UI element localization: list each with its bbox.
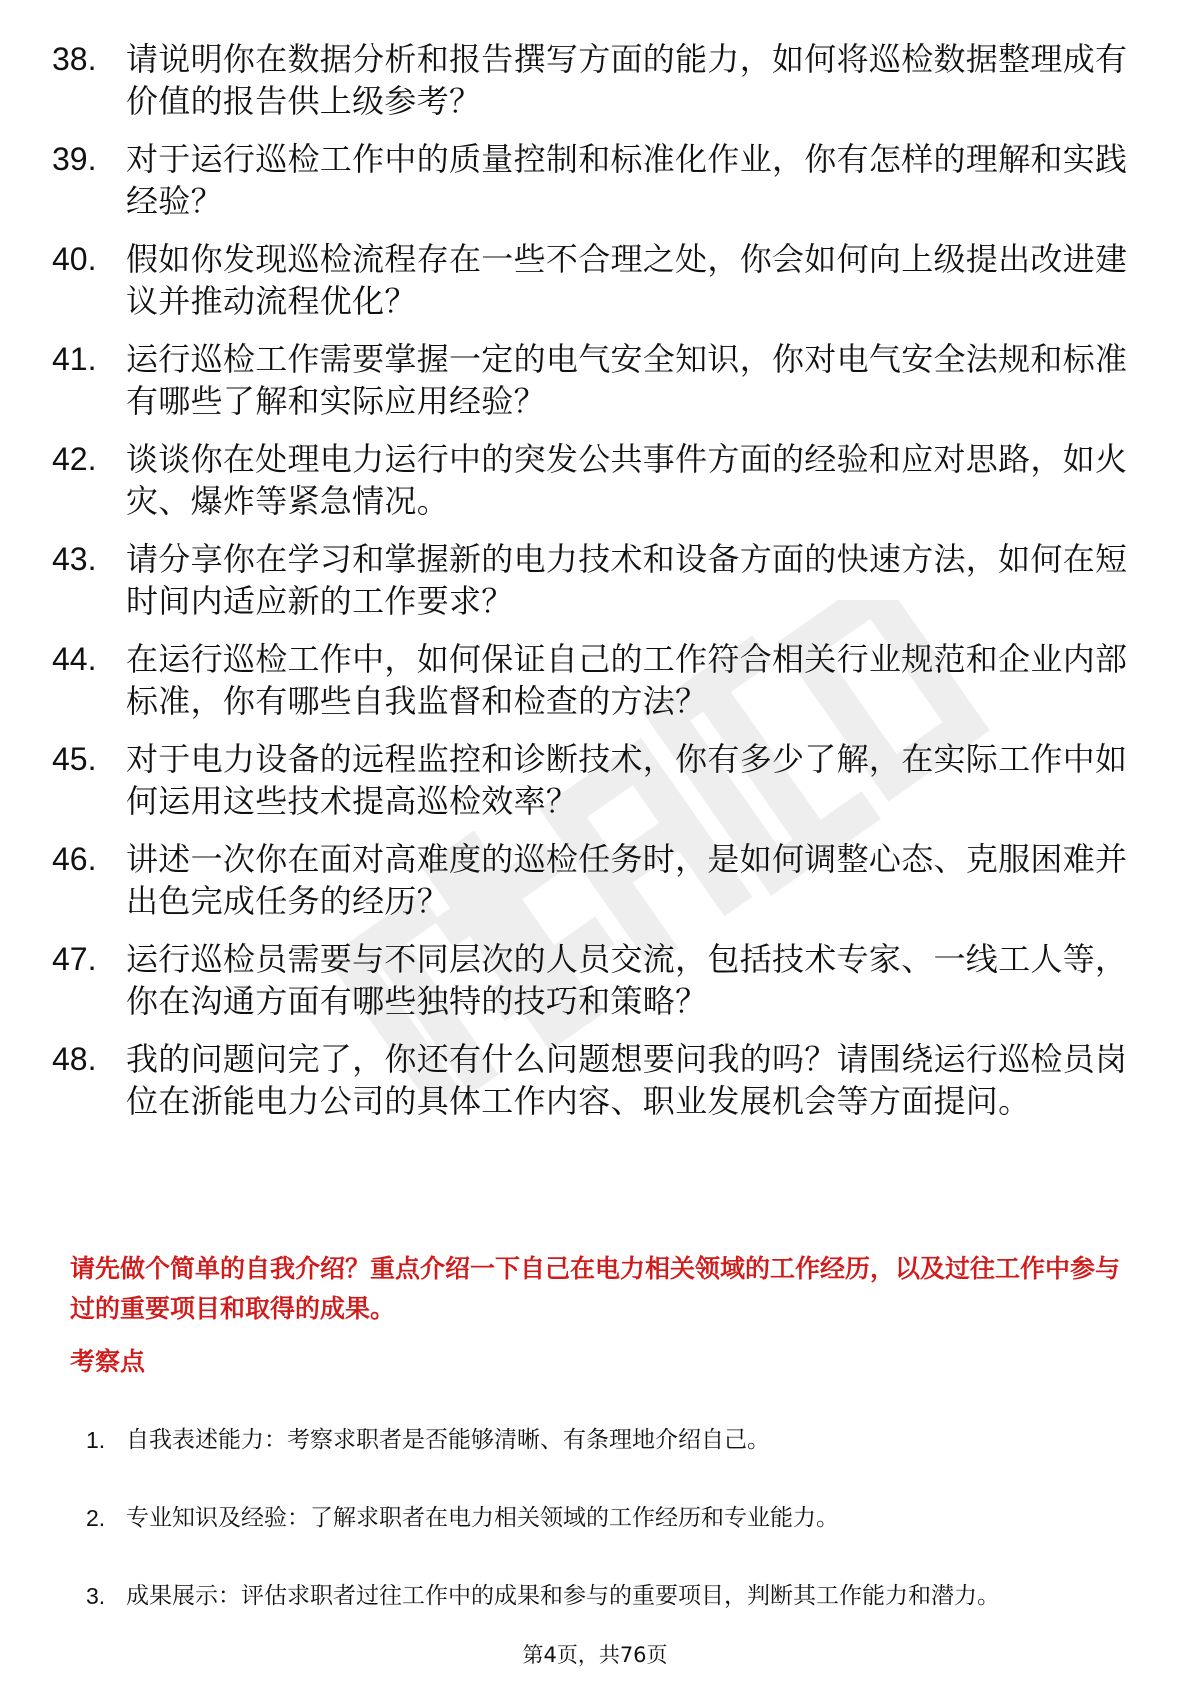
question-number: 48. <box>52 1041 97 1077</box>
question-number: 38. <box>52 41 97 77</box>
question-text: 对于电力设备的远程监控和诊断技术，你有多少了解，在实际工作中如何运用这些技术提高巡检效率？ <box>126 740 1128 820</box>
list-item <box>86 1578 1136 1628</box>
question-text: 运行巡检员需要与不同层次的人员交流，包括技术专家、一线工人等，你在沟通方面有哪些独特的技巧和策略？ <box>126 940 1128 1020</box>
question-text: 假如你发现巡检流程存在一些不合理之处，你会如何向上级提出改进建议并推动流程优化？ <box>126 240 1128 320</box>
list-item <box>52 438 1132 522</box>
list-item <box>52 938 1132 1022</box>
question-text: 讲述一次你在面对高难度的巡检任务时，是如何调整心态、克服困难并出色完成任务的经历？ <box>126 840 1128 920</box>
question-number: 43. <box>52 541 97 577</box>
point-text: 专业知识及经验：了解求职者在电力相关领域的工作经历和专业能力。 <box>126 1505 839 1531</box>
question-number: 45. <box>52 741 97 777</box>
list-item <box>52 838 1132 922</box>
list-item <box>86 1500 1136 1550</box>
question-text: 我的问题问完了，你还有什么问题想要问我的吗？请围绕运行巡检员岗位在浙能电力公司的具体工作内容、职业发展机会等方面提问。 <box>126 1040 1128 1120</box>
assessment-points-list <box>86 1422 1136 1656</box>
point-number: 3. <box>86 1583 106 1609</box>
point-text: 自我表述能力：考察求职者是否能够清晰、有条理地介绍自己。 <box>126 1427 770 1453</box>
list-item <box>52 238 1132 322</box>
question-number: 47. <box>52 941 97 977</box>
question-text: 在运行巡检工作中，如何保证自己的工作符合相关行业规范和企业内部标准，你有哪些自我监督和检查的方法？ <box>126 640 1128 720</box>
question-text: 对于运行巡检工作中的质量控制和标准化作业，你有怎样的理解和实践经验？ <box>126 140 1128 220</box>
list-item <box>52 738 1132 822</box>
list-item <box>52 338 1132 422</box>
question-number: 42. <box>52 441 97 477</box>
list-item <box>52 638 1132 722</box>
list-item <box>52 1038 1132 1122</box>
question-text: 运行巡检工作需要掌握一定的电气安全知识，你对电气安全法规和标准有哪些了解和实际应用经验？ <box>126 340 1128 420</box>
question-text: 请说明你在数据分析和报告撰写方面的能力，如何将巡检数据整理成有价值的报告供上级参考？ <box>126 40 1128 120</box>
question-list <box>52 38 1132 1138</box>
page-footer: 第4页，共76页 <box>522 1643 668 1667</box>
question-number: 41. <box>52 341 97 377</box>
question-number: 40. <box>52 241 97 277</box>
list-item <box>52 138 1132 222</box>
section-title: 考察点 <box>70 1347 146 1376</box>
question-text: 请分享你在学习和掌握新的电力技术和设备方面的快速方法，如何在短时间内适应新的工作要求？ <box>126 540 1128 620</box>
list-item <box>52 38 1132 122</box>
list-item <box>86 1422 1136 1472</box>
question-number: 44. <box>52 641 97 677</box>
list-item <box>52 538 1132 622</box>
question-number: 39. <box>52 141 97 177</box>
question-text: 谈谈你在处理电力运行中的突发公共事件方面的经验和应对思路，如火灾、爆炸等紧急情况。 <box>126 440 1128 520</box>
highlight-question: 请先做个简单的自我介绍？重点介绍一下自己在电力相关领域的工作经历，以及过往工作中参与过的重要项目和取得的成果。 <box>70 1254 1121 1323</box>
point-number: 1. <box>86 1427 106 1453</box>
question-number: 46. <box>52 841 97 877</box>
point-text: 成果展示：评估求职者过往工作中的成果和参与的重要项目，判断其工作能力和潜力。 <box>126 1583 1000 1609</box>
point-number: 2. <box>86 1505 106 1531</box>
